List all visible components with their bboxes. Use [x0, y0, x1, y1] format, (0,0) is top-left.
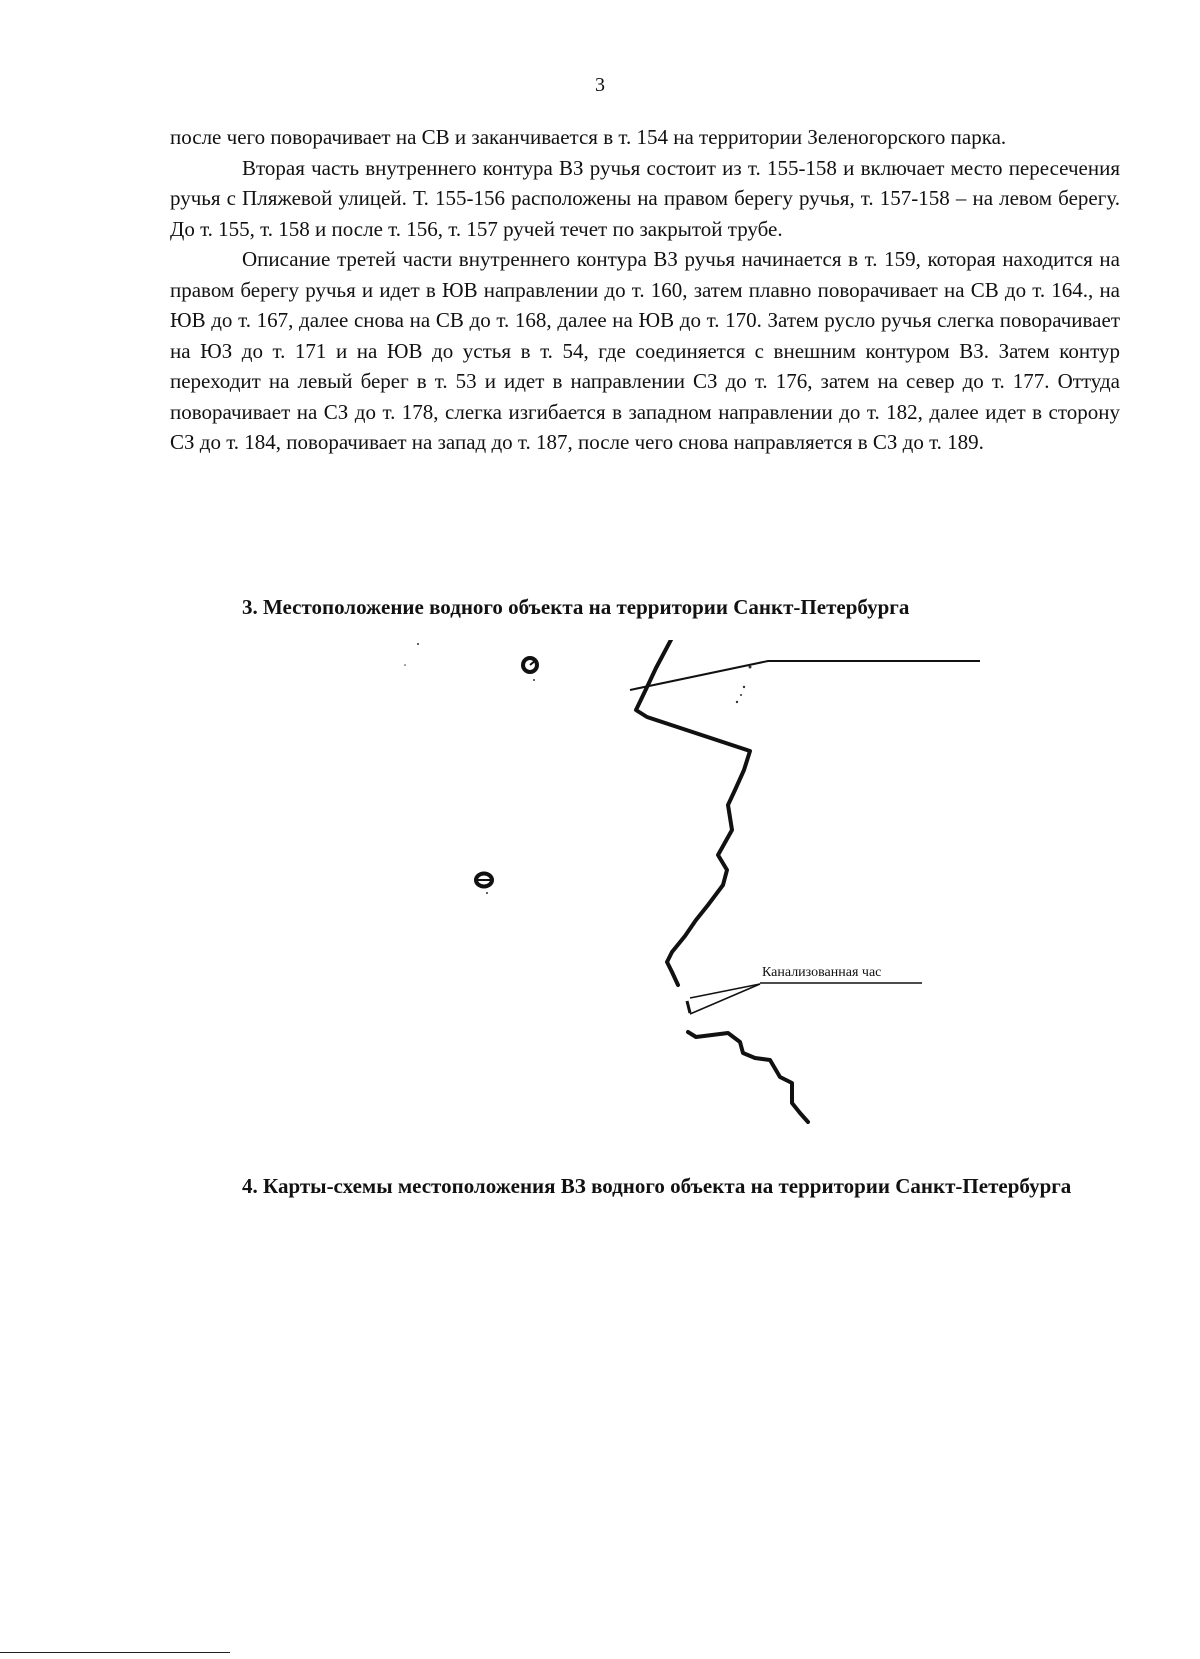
body-text	[170, 122, 1120, 458]
canalized-leader-line-upper	[690, 984, 760, 998]
map-point-marker-lower	[476, 874, 492, 887]
stream-tick-mark	[687, 1001, 690, 1013]
paragraph-third-part: Описание третей части внутреннего контура ВЗ ручья начинается в т. 159, которая находится на правом берегу ручья и идет в ЮВ направлении до т. 160, затем плавно поворачивает на СВ до т. 164., на ЮВ до т. 167, далее снова на СВ до т. 168, далее на ЮВ до т. 170. Затем русло ручья слегка поворачивает на ЮЗ до т. 171 и на ЮВ до устья в т. 54, где соединяется с внешним контуром ВЗ. Затем контур переходит на левый берег в т. 53 и идет в направлении СЗ до т. 176, затем на север до т. 177. Оттуда поворачивает на СЗ до т. 178, слегка изгибается в западном направлении до т. 182, далее идет в сторону СЗ до т. 184, поворачивает на запад до т. 187, после чего снова направляется в СЗ до т. 189.	[170, 247, 1120, 454]
page-number: 3	[595, 74, 605, 96]
canalized-leader-line-lower	[690, 984, 760, 1014]
map-point-marker-upper	[523, 658, 537, 672]
paragraph-continuation: после чего поворачивает на СВ и заканчивается в т. 154 на территории Зеленогорского парка.	[170, 125, 1007, 149]
canalized-section-label: Канализованная час	[762, 965, 882, 980]
section-heading-location: 3. Местоположение водного объекта на территории Санкт-Петербурга	[242, 595, 910, 619]
upper-leader-line	[630, 661, 980, 690]
paragraph-second-part: Вторая часть внутреннего контура ВЗ ручья состоит из т. 155-158 и включает место пересечения ручья с Пляжевой улицей. Т. 155-156 расположены на правом берегу ручья, т. 157-158 – на левом берегу. До т. 155, т. 158 и после т. 156, т. 157 ручей течет по закрытой трубе.	[170, 155, 1120, 241]
stream-schematic-map	[400, 640, 1000, 1140]
stream-lower-course	[688, 1032, 808, 1122]
scan-specks	[400, 643, 752, 894]
stream-upper-course	[636, 640, 750, 985]
footer-rule	[0, 1652, 230, 1653]
section-heading-maps: 4. Карты-схемы местоположения ВЗ водного объекта на территории Санкт-Петербурга	[242, 1174, 1072, 1198]
